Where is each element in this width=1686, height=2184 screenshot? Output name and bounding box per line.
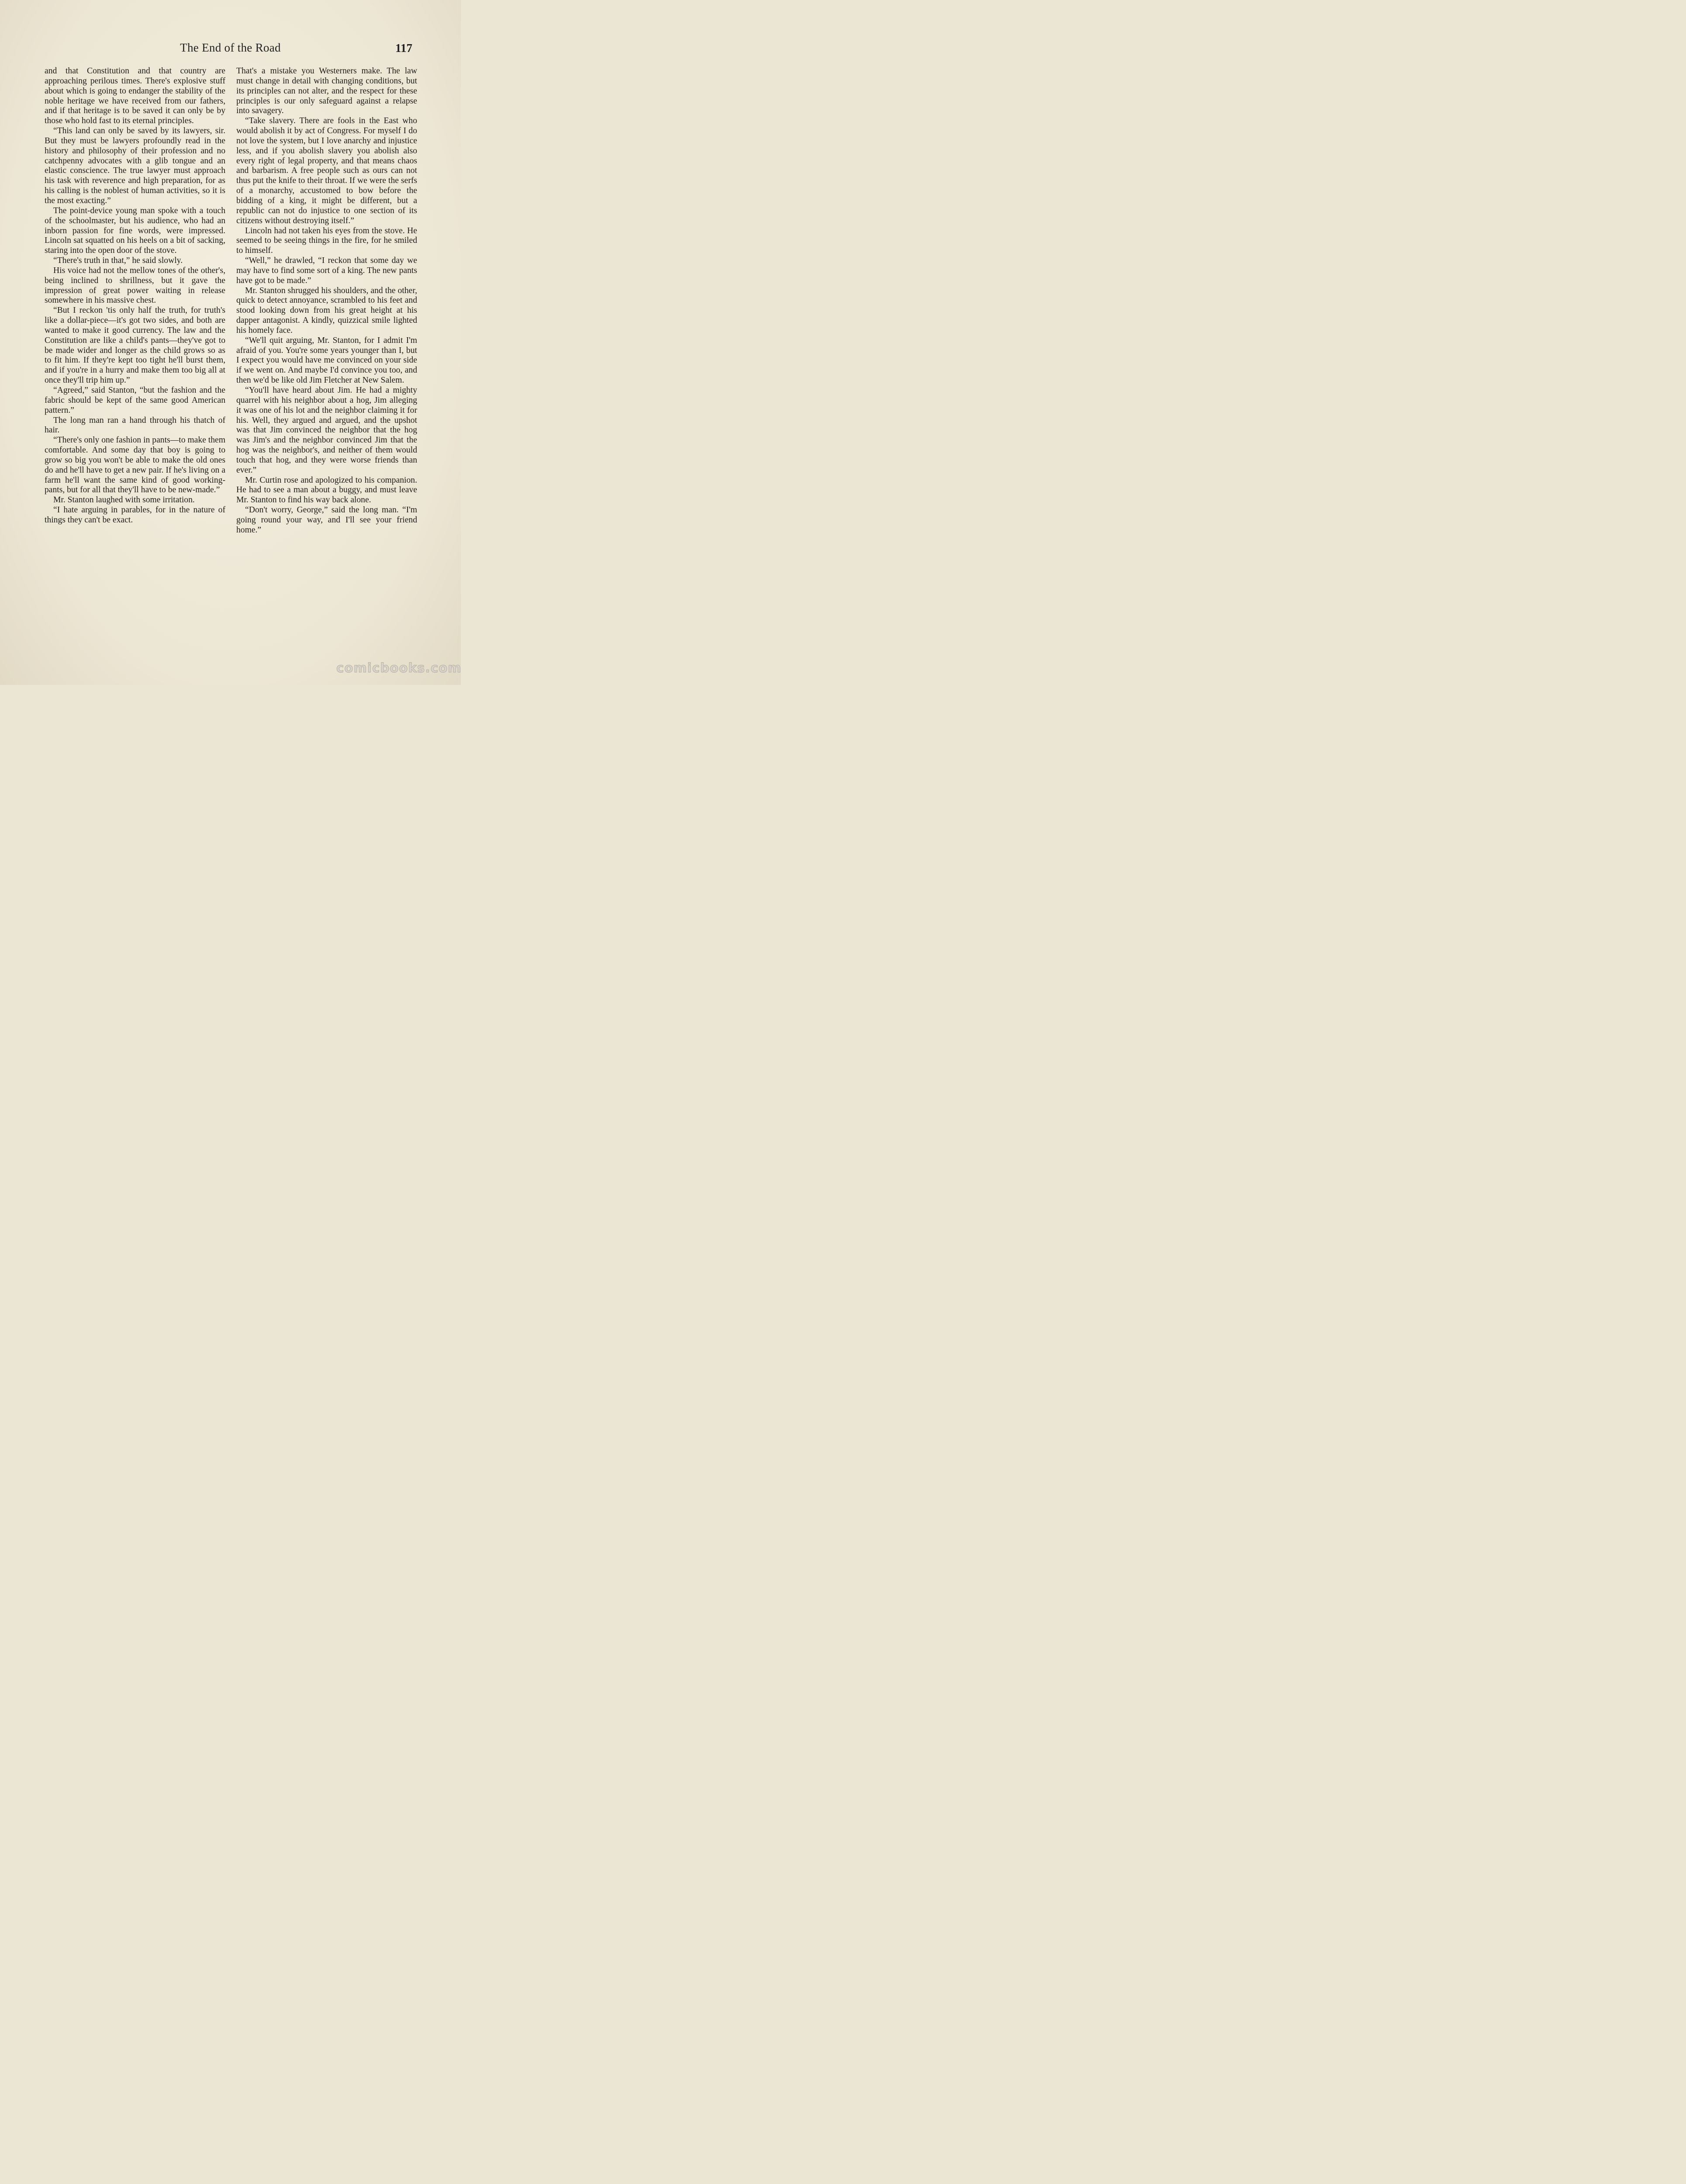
paragraph: Mr. Curtin rose and apologized to his companion. He had to see a man about a buggy, and must leave Mr. Stanton to find his way back alone. bbox=[236, 475, 417, 505]
watermark-logo: comicbooks.com bbox=[336, 660, 462, 675]
paragraph: That's a mistake you Westerners make. The law must change in detail with changing conditions, but its principles can not alter, and the respect for these principles is our only safeguard against a relapse into savagery. bbox=[236, 66, 417, 116]
paragraph: The point-device young man spoke with a touch of the schoolmaster, but his audience, who had an inborn passion for fine words, were impressed. Lincoln sat squatted on his heels on a bit of sacking, staring into the open door of the stove. bbox=[45, 206, 225, 256]
paragraph: “There's truth in that,” he said slowly. bbox=[53, 256, 183, 266]
paragraph: “You'll have heard about Jim. He had a mighty quarrel with his neighbor about a hog, Jim alleging it was one of his lot and the neighbor claiming it for his. Well, they argued and argued, and the upshot was that Jim convinced the neighbor that the hog was Jim's and the neighbor convinced Jim that the hog was the neighbor's, and neither of them would touch that hog, and they were worse friends than ever.” bbox=[236, 386, 417, 475]
paragraph: “This land can only be saved by its lawyers, sir. But they must be lawyers profoundly read in the history and philosophy of their profession and no catchpenny advocates with a glib tongue and an elastic conscience. The true lawyer must approach his task with reverence and high preparation, for as his calling is the noblest of human activities, so it is the most exacting.” bbox=[45, 126, 225, 205]
paragraph: “Well,” he drawled, “I reckon that some day we may have to find some sort of a king. The new pants have got to be made.” bbox=[236, 256, 417, 285]
paragraph: His voice had not the mellow tones of the other's, being inclined to shrillness, but it gave the impression of great power waiting in release somewhere in his massive chest. bbox=[45, 266, 225, 305]
paragraph: “There's only one fashion in pants—to make them comfortable. And some day that boy is going to grow so big you won't be able to make the old ones do and he'll have to get a new pair. If he's living on a farm he'll want the same kind of good working-pants, but for all that they'll have to be new-made.” bbox=[45, 435, 225, 495]
paragraph: “Take slavery. There are fools in the East who would abolish it by act of Congress. For myself I do not love the system, but I love anarchy and injustice less, and if you abolish slavery you abolish also every right of legal property, and that means chaos and barbarism. A free people such as ours can not thus put the knife to their throat. If we were the serfs of a monarchy, accustomed to bow before the bidding of a king, it might be different, but a republic can not do injustice to one section of its citizens without destroying itself.” bbox=[236, 116, 417, 225]
paragraph: Mr. Stanton laughed with some irritation. bbox=[53, 495, 195, 505]
page-number: 117 bbox=[395, 41, 413, 55]
paragraph: Lincoln had not taken his eyes from the stove. He seemed to be seeing things in the fire, for he smiled to himself. bbox=[236, 226, 417, 256]
paragraph: “But I reckon 'tis only half the truth, for truth's like a dollar-piece—it's got two sides, and both are wanted to make it good currency. The law and the Constitution are like a child's pants—they've got to be made wider and longer as the child grows so as to fit him. If they're kept too tight he'll burst them, and if you're in a hurry and make them too big all at once they'll trip him up.” bbox=[45, 306, 225, 385]
book-page bbox=[0, 0, 461, 685]
paragraph: The long man ran a hand through his thatch of hair. bbox=[45, 415, 225, 435]
left-text-column bbox=[45, 66, 225, 525]
paragraph: “Agreed,” said Stanton, “but the fashion and the fabric should be kept of the same good American pattern.” bbox=[45, 386, 225, 415]
paragraph: “We'll quit arguing, Mr. Stanton, for I admit I'm afraid of you. You're some years younger than I, but I expect you would have me convinced on your side if we went on. And maybe I'd convince you too, and then we'd be like old Jim Fletcher at New Salem. bbox=[236, 335, 417, 385]
paragraph: and that Constitution and that country are approaching perilous times. There's explosive stuff about which is going to endanger the stability of the noble heritage we have received from our fathers, and if that heritage is to be saved it can only be by those who hold fast to its eternal principles. bbox=[45, 66, 225, 126]
paragraph: “I hate arguing in parables, for in the nature of things they can't be exact. bbox=[45, 505, 225, 525]
paragraph: “Don't worry, George,” said the long man. “I'm going round your way, and I'll see your friend home.” bbox=[236, 505, 417, 535]
running-header-title: The End of the Road bbox=[180, 41, 281, 54]
right-text-column bbox=[236, 66, 417, 536]
paragraph: Mr. Stanton shrugged his shoulders, and the other, quick to detect annoyance, scrambled to his feet and stood looking down from his great height at his dapper antagonist. A kindly, quizzical smile lighted his homely face. bbox=[236, 286, 417, 335]
